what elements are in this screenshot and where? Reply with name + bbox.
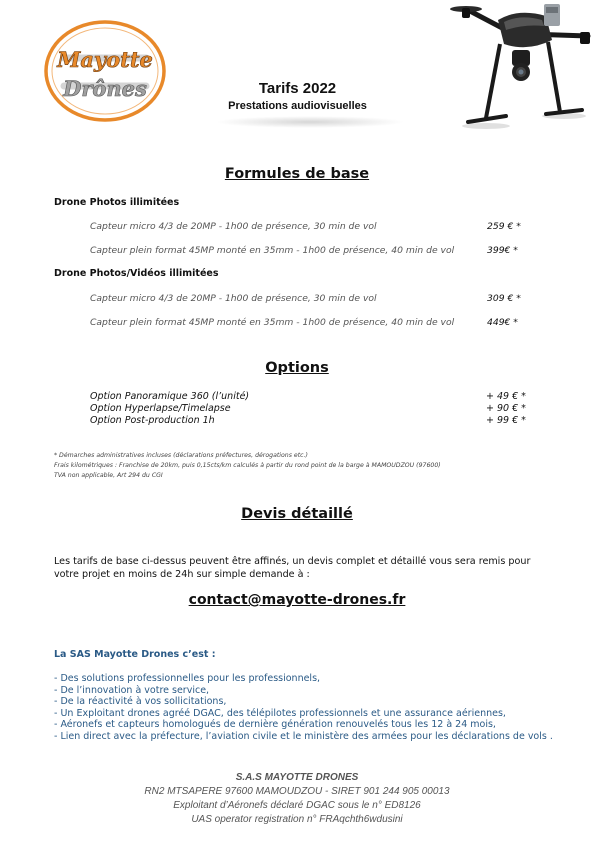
option-desc: Option Panoramique 360 (l’unité) [90,391,250,402]
logo-line1: Mayotte [57,47,153,72]
drone-image [448,0,594,140]
section-title-devis: Devis détaillé [241,506,353,522]
price-line-amount: 449€ * [487,317,518,328]
footnote: * Démarches administratives incluses (déclarations préfectures, dérogations etc.) [54,452,308,459]
option-price: + 49 € * [486,391,526,402]
about-list [54,673,554,743]
logo-line2: Drônes [63,76,147,101]
footer-company: S.A.S MAYOTTE DRONES [235,772,359,783]
price-line-desc: Capteur micro 4/3 de 20MP - 1h00 de présence, 30 min de vol [90,221,377,232]
list-item: - De l’innovation à votre service, [54,684,210,696]
option-price: + 90 € * [486,403,526,414]
option-desc: Option Post-production 1h [90,415,215,426]
section-title-options: Options [265,360,329,376]
price-line-amount: 309 € * [487,293,521,304]
footer-uas: UAS operator registration n° FRAqchth6wdusini [191,814,403,825]
footnote: Frais kilométriques : Franchise de 20km, puis 0,15cts/km calculés à partir du rond point de la barge à MAMOUDZOU (97600) [54,462,441,469]
footer-address: RN2 MTSAPERE 97600 MAMOUDZOU - SIRET 901 244 905 00013 [144,786,450,797]
list-item: - Des solutions professionnelles pour les professionnels, [54,673,321,684]
price-line-desc: Capteur micro 4/3 de 20MP - 1h00 de présence, 30 min de vol [90,293,377,304]
category-photos-videos: Drone Photos/Vidéos illimitées [54,268,219,279]
price-line-amount: 399€ * [487,245,518,256]
option-price: + 99 € * [486,415,526,426]
price-line-amount: 259 € * [487,221,521,232]
contact-email-link[interactable]: contact@mayotte-drones.fr [188,592,406,608]
page-title: Tarifs 2022 [258,80,337,97]
list-item: - Un Exploitant drones agréé DGAC, des télépilotes professionnels et une assurance aériennes, [54,707,506,719]
category-photos: Drone Photos illimitées [54,197,180,208]
company-logo [44,20,166,122]
devis-paragraph: Les tarifs de base ci-dessus peuvent être affinés, un devis complet et détaillé vous sera remis pour votre projet en moins de 24h sur simple demande à : [54,556,531,580]
title-shadow [215,116,405,128]
footer-operator: Exploitant d’Aéronefs déclaré DGAC sous le n° ED8126 [173,800,421,811]
price-line-desc: Capteur plein format 45MP monté en 35mm - 1h00 de présence, 40 min de vol [90,317,455,328]
footnote: TVA non applicable, Art 294 du CGI [54,472,163,479]
price-line-desc: Capteur plein format 45MP monté en 35mm - 1h00 de présence, 40 min de vol [90,245,455,256]
option-desc: Option Hyperlapse/Timelapse [90,403,231,414]
section-title-base: Formules de base [224,166,370,182]
about-title: La SAS Mayotte Drones c’est : [54,649,216,660]
page-subtitle: Prestations audiovisuelles [228,100,367,112]
list-item: - De la réactivité à vos sollicitations, [54,696,227,708]
list-item: - Aéronefs et capteurs homologués de dernière génération renouvelés tous les 12 à 24 mois, [54,719,496,731]
list-item: - Lien direct avec la préfecture, l’aviation civile et le ministère des armées pour les déclarations de vols . [54,730,553,742]
